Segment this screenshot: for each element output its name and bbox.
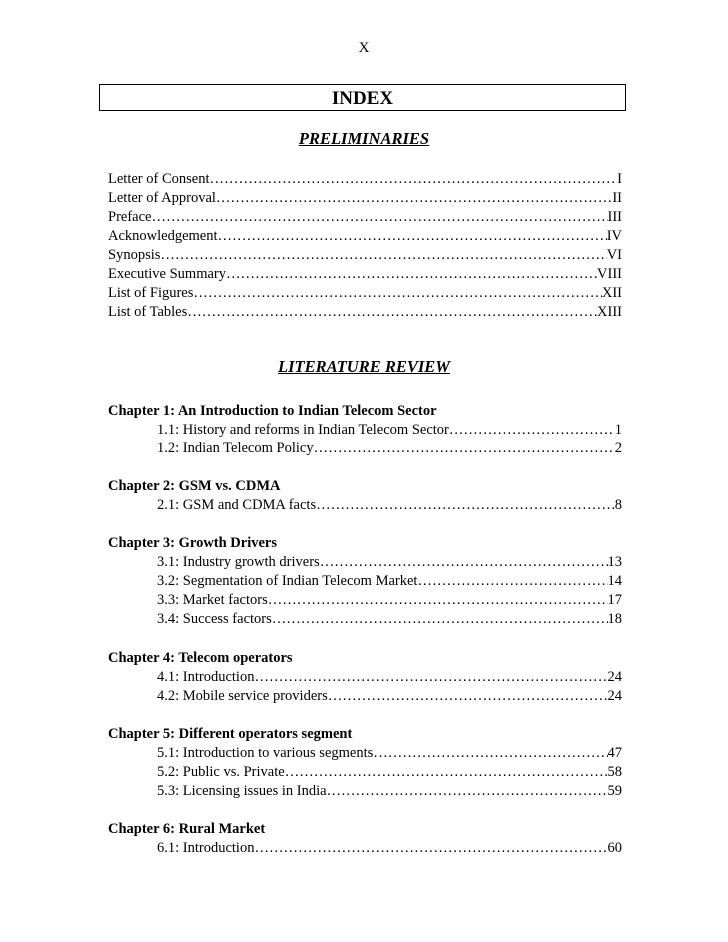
leader-dots — [160, 246, 606, 264]
toc-entry-label: Synopsis — [108, 247, 161, 263]
leader-dots — [316, 496, 615, 514]
toc-entry-page: IV — [606, 228, 622, 244]
leader-dots — [327, 782, 608, 800]
toc-entry-page: 14 — [607, 573, 622, 589]
chapter-3-title: Chapter 3: Growth Drivers — [108, 535, 278, 551]
toc-entry-label: Letter of Approval — [108, 190, 216, 206]
toc-entry-label: Letter of Consent — [108, 171, 210, 187]
toc-entry-list-of-figures — [108, 284, 622, 302]
toc-entry-label: 3.2: Segmentation of Indian Telecom Market — [157, 573, 418, 589]
toc-entry-executive-summary — [108, 265, 622, 283]
toc-entry-letter-of-consent — [108, 170, 622, 188]
toc-entry-label: 4.2: Mobile service providers — [157, 688, 328, 704]
leader-dots — [417, 572, 607, 590]
toc-entry-page: III — [607, 209, 622, 225]
toc-entry-label: List of Figures — [108, 285, 194, 301]
toc-entry-page: 13 — [607, 554, 622, 570]
toc-entry-label: 3.4: Success factors — [157, 611, 272, 627]
toc-entry-page: VIII — [597, 266, 622, 282]
toc-entry-page: 18 — [607, 611, 622, 627]
toc-entry-list-of-tables — [108, 303, 622, 321]
toc-entry-section-3-3 — [157, 591, 622, 609]
toc-entry-page: II — [612, 190, 622, 206]
toc-entry-page: XII — [601, 285, 622, 301]
toc-entry-preface — [108, 208, 622, 226]
toc-entry-label: 1.1: History and reforms in Indian Telecom Sector — [157, 422, 449, 438]
literature-review-heading: LITERATURE REVIEW — [278, 357, 450, 376]
toc-entry-label: 2.1: GSM and CDMA facts — [157, 497, 317, 513]
leader-dots — [314, 439, 615, 457]
toc-entry-section-6-1 — [157, 839, 622, 857]
leader-dots — [254, 839, 607, 857]
index-title-box: INDEX — [99, 84, 626, 111]
toc-entry-acknowledgement — [108, 227, 622, 245]
leader-dots — [226, 265, 597, 283]
chapter-2-title: Chapter 2: GSM vs. CDMA — [108, 478, 281, 494]
leader-dots — [328, 687, 608, 705]
toc-entry-page: I — [617, 171, 622, 187]
leader-dots — [285, 763, 608, 781]
toc-entry-label: Executive Summary — [108, 266, 226, 282]
leader-dots — [193, 284, 601, 302]
toc-entry-page: 58 — [607, 764, 622, 780]
toc-entry-section-1-1 — [157, 421, 622, 439]
chapter-6-title: Chapter 6: Rural Market — [108, 821, 266, 837]
toc-entry-page: 60 — [607, 840, 622, 856]
leader-dots — [151, 208, 607, 226]
toc-entry-section-1-2 — [157, 439, 622, 457]
toc-entry-section-4-1 — [157, 668, 622, 686]
toc-entry-page: 24 — [607, 688, 622, 704]
leader-dots — [187, 303, 597, 321]
leader-dots — [320, 553, 608, 571]
toc-entry-label: Preface — [108, 209, 152, 225]
toc-entry-label: 3.1: Industry growth drivers — [157, 554, 320, 570]
toc-entry-section-3-4 — [157, 610, 622, 628]
toc-entry-label: 5.2: Public vs. Private — [157, 764, 285, 780]
leader-dots — [272, 610, 608, 628]
toc-entry-section-3-2 — [157, 572, 622, 590]
chapter-4-title: Chapter 4: Telecom operators — [108, 650, 293, 666]
leader-dots — [209, 170, 617, 188]
toc-entry-section-4-2 — [157, 687, 622, 705]
toc-entry-page: 47 — [607, 745, 622, 761]
toc-entry-letter-of-approval — [108, 189, 622, 207]
toc-entry-page: VI — [606, 247, 622, 263]
toc-entry-page: 17 — [607, 592, 622, 608]
toc-entry-page: 8 — [614, 497, 622, 513]
toc-entry-section-5-2 — [157, 763, 622, 781]
toc-entry-section-2-1 — [157, 496, 622, 514]
toc-entry-page: 59 — [607, 783, 622, 799]
toc-entry-label: List of Tables — [108, 304, 188, 320]
toc-entry-label: 1.2: Indian Telecom Policy — [157, 440, 314, 456]
toc-entry-label: 4.1: Introduction — [157, 669, 255, 685]
page-number: X — [358, 40, 370, 56]
toc-entry-label: Acknowledgement — [108, 228, 218, 244]
toc-entry-label: 5.1: Introduction to various segments — [157, 745, 374, 761]
toc-entry-label: 6.1: Introduction — [157, 840, 255, 856]
leader-dots — [268, 591, 608, 609]
leader-dots — [216, 189, 612, 207]
leader-dots — [254, 668, 607, 686]
toc-entry-section-5-3 — [157, 782, 622, 800]
leader-dots — [373, 744, 607, 762]
leader-dots — [449, 421, 615, 439]
toc-entry-page: XIII — [597, 304, 622, 320]
toc-entry-section-3-1 — [157, 553, 622, 571]
toc-entry-page: 1 — [614, 422, 622, 438]
chapter-1-title: Chapter 1: An Introduction to Indian Telecom Sector — [108, 403, 437, 419]
chapter-5-title: Chapter 5: Different operators segment — [108, 726, 353, 742]
toc-entry-synopsis — [108, 246, 622, 264]
toc-entry-page: 24 — [607, 669, 622, 685]
toc-entry-label: 3.3: Market factors — [157, 592, 268, 608]
toc-entry-page: 2 — [614, 440, 622, 456]
preliminaries-heading: PRELIMINARIES — [298, 129, 430, 148]
leader-dots — [218, 227, 607, 245]
toc-entry-label: 5.3: Licensing issues in India — [157, 783, 327, 799]
toc-entry-section-5-1 — [157, 744, 622, 762]
